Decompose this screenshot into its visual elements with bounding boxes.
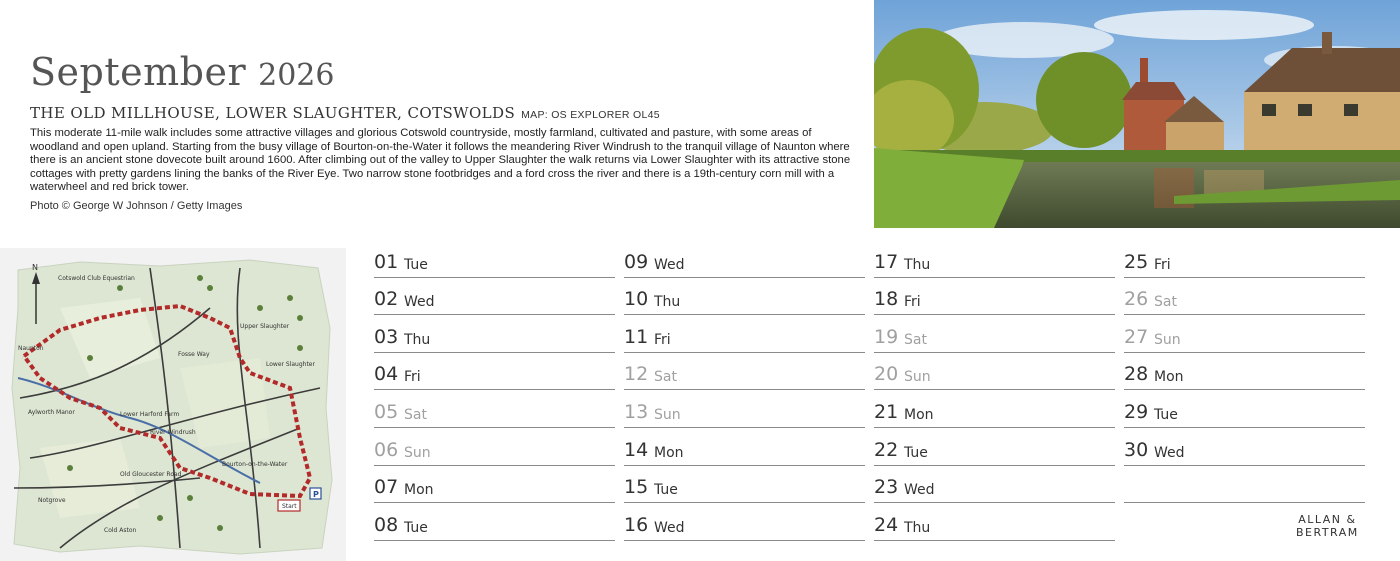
day-name: Mon — [404, 482, 434, 499]
calendar-day[interactable] — [1124, 315, 1365, 353]
day-name: Wed — [654, 519, 685, 536]
calendar-day[interactable] — [874, 315, 1115, 353]
calendar-column — [624, 240, 865, 541]
day-name: Wed — [904, 482, 935, 499]
calendar-day[interactable] — [874, 240, 1115, 278]
map-label-aylworth: Aylworth Manor — [28, 409, 75, 416]
day-name: Tue — [1154, 406, 1178, 423]
day-name: Fri — [1154, 256, 1171, 273]
day-number: 16 — [624, 513, 649, 536]
day-name: Fri — [904, 294, 921, 311]
calendar-day[interactable] — [1124, 390, 1365, 428]
day-name: Mon — [654, 444, 684, 461]
day-name: Tue — [404, 256, 428, 273]
map-start-label: Start — [282, 503, 297, 510]
parking-icon: P — [313, 490, 319, 499]
day-number: 13 — [624, 400, 649, 423]
walk-description: This moderate 11-mile walk includes some attractive villages and glorious Cotswold countryside, mostly farmland, cultivated and pasture, with some areas of woodland and open upland. Starting from the busy village of Bourton-on-the-Water it follows the meandering River Windrush to the tranquil village of Naunton where there is an ancient stone dovecote built around 1600. After climbing out of the valley to Upper Slaughter the walk returns via Lower Slaughter with its attractive stone cottages with pretty gardens lining the banks of the River Eye. Two narrow stone footbridges and a ford cross the river and there is a 19th-century corn mill with a waterwheel and red brick tower. — [30, 127, 851, 194]
calendar-day[interactable] — [624, 315, 865, 353]
map-label-upper-slaughter: Upper Slaughter — [240, 323, 290, 330]
day-number: 25 — [1124, 250, 1149, 273]
calendar-day[interactable] — [1124, 466, 1365, 504]
calendar-day[interactable] — [624, 466, 865, 504]
calendar-column — [374, 240, 615, 541]
day-number: 17 — [874, 250, 899, 273]
calendar-day[interactable] — [1124, 428, 1365, 466]
day-number: 19 — [874, 325, 899, 348]
calendar-grid — [374, 240, 1365, 541]
day-number: 09 — [624, 250, 649, 273]
day-number: 27 — [1124, 325, 1149, 348]
route-map — [0, 248, 346, 561]
brand-line-2: BERTRAM — [1296, 526, 1359, 539]
brand-line-1: ALLAN & — [1298, 513, 1357, 526]
calendar-day[interactable] — [1124, 278, 1365, 316]
day-name: Wed — [1154, 444, 1185, 461]
day-number: 28 — [1124, 363, 1149, 386]
day-number: 08 — [374, 513, 399, 536]
day-name: Sat — [654, 369, 677, 386]
calendar-day[interactable] — [624, 503, 865, 541]
day-name: Sun — [404, 444, 431, 461]
map-label-windrush: River Windrush — [150, 429, 196, 436]
day-name: Thu — [654, 294, 681, 311]
day-number: 30 — [1124, 438, 1149, 461]
day-number: 04 — [374, 363, 399, 386]
calendar-day[interactable] — [874, 278, 1115, 316]
day-name: Sat — [1154, 294, 1177, 311]
calendar-day[interactable] — [374, 315, 615, 353]
day-number: 23 — [874, 476, 899, 499]
day-name: Sun — [1154, 331, 1181, 348]
map-label-notgrove: Notgrove — [38, 497, 66, 504]
day-name: Sat — [904, 331, 927, 348]
calendar-day[interactable] — [874, 428, 1115, 466]
calendar-day[interactable] — [374, 428, 615, 466]
calendar-day[interactable] — [874, 503, 1115, 541]
day-name: Sun — [654, 406, 681, 423]
day-number: 07 — [374, 476, 399, 499]
calendar-day[interactable] — [624, 390, 865, 428]
calendar-day[interactable] — [624, 278, 865, 316]
year-title: 2026 — [258, 58, 335, 93]
calendar-day[interactable] — [874, 353, 1115, 391]
day-number: 06 — [374, 438, 399, 461]
day-number: 02 — [374, 288, 399, 311]
day-name: Tue — [404, 519, 428, 536]
day-number: 12 — [624, 363, 649, 386]
day-number: 22 — [874, 438, 899, 461]
calendar-day[interactable] — [624, 428, 865, 466]
day-name: Thu — [904, 519, 931, 536]
day-name: Sun — [904, 369, 931, 386]
calendar-column — [874, 240, 1115, 541]
day-name: Mon — [904, 406, 934, 423]
day-number: 29 — [1124, 400, 1149, 423]
page-header — [30, 50, 860, 212]
day-name: Tue — [904, 444, 928, 461]
photo-credit: Photo © George W Johnson / Getty Images — [30, 199, 243, 212]
map-label-fosse-way: Fosse Way — [178, 351, 210, 358]
calendar-column — [1124, 240, 1365, 541]
map-label-cold-aston: Cold Aston — [104, 527, 137, 534]
map-label-naunton: Naunton — [18, 345, 44, 352]
day-number: 20 — [874, 363, 899, 386]
day-name: Mon — [1154, 369, 1184, 386]
day-name: Fri — [404, 369, 421, 386]
calendar-day[interactable] — [1124, 353, 1365, 391]
calendar-day[interactable] — [374, 503, 615, 541]
day-name: Thu — [904, 256, 931, 273]
day-number: 14 — [624, 438, 649, 461]
calendar-day[interactable] — [624, 240, 865, 278]
day-number: 26 — [1124, 288, 1149, 311]
walk-heading — [30, 104, 860, 122]
calendar-day[interactable] — [374, 466, 615, 504]
day-name: Wed — [654, 256, 685, 273]
day-number: 24 — [874, 513, 899, 536]
day-name: Wed — [404, 294, 435, 311]
calendar-day[interactable] — [374, 390, 615, 428]
day-number: 18 — [874, 288, 899, 311]
map-label-old-gloucester: Old Gloucester Road — [120, 471, 182, 478]
day-number: 10 — [624, 288, 649, 311]
calendar-day[interactable] — [1124, 240, 1365, 278]
day-number: 05 — [374, 400, 399, 423]
walk-title: THE OLD MILLHOUSE, LOWER SLAUGHTER, COTSWOLDS — [30, 104, 516, 122]
day-number: 03 — [374, 325, 399, 348]
day-number: 21 — [874, 400, 899, 423]
title-row — [30, 50, 860, 94]
map-label-bourton: Bourton-on-the-Water — [222, 461, 288, 468]
map-reference: MAP: OS EXPLORER OL45 — [521, 109, 660, 121]
calendar-day[interactable] — [374, 278, 615, 316]
north-label: N — [32, 263, 38, 272]
calendar-day[interactable] — [874, 390, 1115, 428]
calendar-day[interactable] — [374, 353, 615, 391]
day-number: 11 — [624, 325, 649, 348]
day-number: 01 — [374, 250, 399, 273]
day-name: Tue — [654, 482, 678, 499]
map-label-lower-harford: Lower Harford Farm — [120, 411, 180, 418]
map-label-cotswold-club: Cotswold Club Equestrian — [58, 275, 135, 282]
calendar-day[interactable] — [374, 240, 615, 278]
day-name: Thu — [404, 331, 431, 348]
day-name: Sat — [404, 406, 427, 423]
day-name: Fri — [654, 331, 671, 348]
month-title: September — [30, 50, 247, 94]
cotswolds-photo — [874, 0, 1400, 228]
calendar-day[interactable] — [874, 466, 1115, 504]
day-number: 15 — [624, 476, 649, 499]
map-label-lower-slaughter: Lower Slaughter — [266, 361, 315, 368]
calendar-day[interactable] — [624, 353, 865, 391]
publisher-logo — [1296, 513, 1359, 539]
